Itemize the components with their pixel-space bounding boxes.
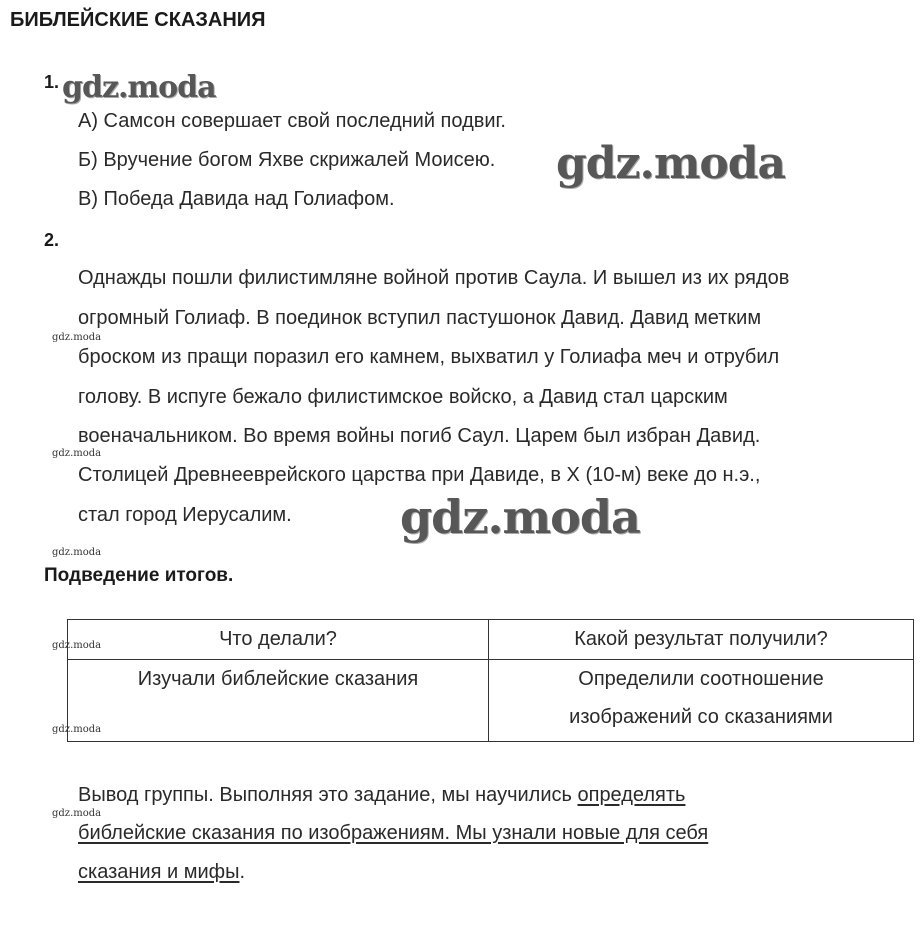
results-table	[67, 619, 914, 742]
watermark-small: gdz.moda	[52, 547, 102, 558]
conclusion-underlined: библейские сказания по изображениям. Мы узнали новые для себя	[78, 822, 709, 844]
watermark-logo: gdz.moda	[556, 138, 786, 189]
task-2-text-line: голову. В испуге бежало филистимское войско, а Давид стал царским	[78, 386, 728, 408]
task-2-text-line: стал город Иерусалим.	[78, 504, 292, 526]
watermark-small: gdz.moda	[52, 724, 102, 735]
conclusion-underlined: сказания и мифы	[78, 861, 240, 883]
conclusion-text: Вывод группы. Выполняя это задание, мы научились	[78, 784, 578, 806]
conclusion-line-1	[78, 784, 685, 807]
conclusion-underlined: определять	[577, 784, 686, 806]
task-2-text-line: броском из пращи поразил его камнем, выхватил у Голиафа меч и отрубил	[78, 346, 780, 368]
task-1-item-c: В) Победа Давида над Голиафом.	[78, 188, 395, 210]
page-title: БИБЛЕЙСКИЕ СКАЗАНИЯ	[10, 9, 266, 31]
watermark-logo: gdz.moda	[62, 70, 216, 105]
table-cell: Изучали библейские сказания	[68, 660, 489, 742]
watermark-small: gdz.moda	[52, 332, 102, 343]
conclusion-line-3	[78, 861, 245, 884]
task-1-number: 1.	[44, 72, 60, 92]
summary-heading: Подведение итогов.	[44, 565, 234, 586]
table-header-cell: Что делали?	[68, 620, 489, 660]
task-2-text-line: Однажды пошли филистимляне войной против Саула. И вышел из их рядов	[78, 267, 790, 289]
task-2-number: 2.	[44, 230, 60, 250]
conclusion-line-2	[78, 822, 708, 845]
watermark-small: gdz.moda	[52, 808, 102, 819]
task-2-text-line: Столицей Древнееврейского царства при Давиде, в X (10-м) веке до н.э.,	[78, 464, 761, 486]
conclusion-text: .	[239, 861, 246, 883]
task-1-item-a: А) Самсон совершает свой последний подвиг.	[78, 110, 506, 132]
table-cell: Определили соотношение изображений со сказаниями	[489, 660, 914, 742]
watermark-small: gdz.moda	[52, 640, 102, 651]
task-1-item-b: Б) Вручение богом Яхве скрижалей Моисею.	[78, 149, 496, 171]
watermark-logo: gdz.moda	[400, 490, 640, 544]
watermark-small: gdz.moda	[52, 448, 102, 459]
task-2-text-line: огромный Голиаф. В поединок вступил пастушонок Давид. Давид метким	[78, 307, 762, 329]
task-2-text-line: военачальником. Во время войны погиб Саул. Царем был избран Давид.	[78, 425, 761, 447]
table-header-cell: Какой результат получили?	[489, 620, 914, 660]
